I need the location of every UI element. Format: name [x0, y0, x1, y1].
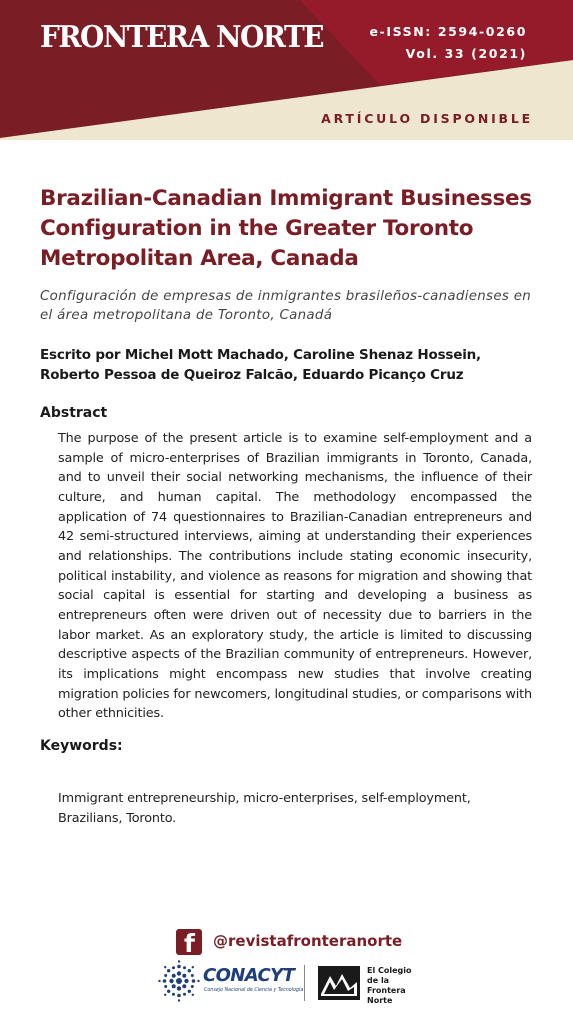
- conacyt-name: CONACYT: [203, 965, 295, 986]
- colef-name-line1: El Colegio: [367, 966, 412, 975]
- keywords-text: Immigrant entrepreneurship, micro-enterprises, self-employment, Brazilians, Toronto.: [58, 791, 471, 826]
- article-authors: Escrito por Michel Mott Machado, Caroline Shenaz Hossein, Roberto Pessoa de Queiroz Falcão, Eduardo Picanço Cruz: [40, 347, 481, 383]
- keywords-heading: Keywords:: [40, 738, 123, 754]
- journal-header: [0, 0, 573, 140]
- article-subtitle: Configuración de empresas de inmigrantes brasileños-canadienses en el área metropolitana de Toronto, Canadá: [40, 289, 532, 323]
- facebook-icon[interactable]: f: [176, 929, 202, 955]
- colef-name-line3: Norte: [367, 996, 393, 1005]
- conacyt-logo-icon: [158, 960, 200, 1002]
- journal-title: FRONTERA NORTE: [40, 20, 324, 55]
- colef-name: [367, 966, 427, 1006]
- logo-divider: [304, 965, 305, 1001]
- colef-name-line2: de la Frontera: [367, 976, 406, 995]
- abstract-text: The purpose of the present article is to examine self-employment and a sample of micro-enterprises of Brazilian immigrants in Toronto, Canada, and to unveil their social networking mechanisms, the influence of their culture, and human capital. The methodology encompassed the application of 74 questionnaires to Brazilian-Canadian entrepreneurs and 42 semi-structured interviews, aiming at understanding their experiences and relationships. The contributions include stating economic insecurity, political instability, and violence as reasons for migration and showing that social capital is essential for starting and developing a business as entrepreneurs often were driven out of necessity due to barriers in the labor market. As an exploratory study, the article is limited to discussing descriptive aspects of the Brazilian community of entrepreneurs. However, its implications might encompass new studies that involve creating migration policies for newcomers, longitudinal studies, or comparisons with other ethnicities.: [58, 431, 532, 722]
- colef-logo-icon: [318, 966, 360, 1000]
- availability-label: ARTÍCULO DISPONIBLE: [321, 111, 533, 126]
- volume-label: Vol. 33 (2021): [405, 46, 527, 61]
- issn-label: e-ISSN: 2594-0260: [369, 24, 527, 39]
- article-title: Brazilian-Canadian Immigrant Businesses Configuration in the Greater Toronto Metropolitan Area, Canada: [40, 186, 532, 271]
- conacyt-subtitle: Consejo Nacional de Ciencia y Tecnología: [204, 988, 304, 993]
- social-handle-link[interactable]: @revistafronteranorte: [213, 932, 403, 950]
- abstract-heading: Abstract: [40, 405, 108, 421]
